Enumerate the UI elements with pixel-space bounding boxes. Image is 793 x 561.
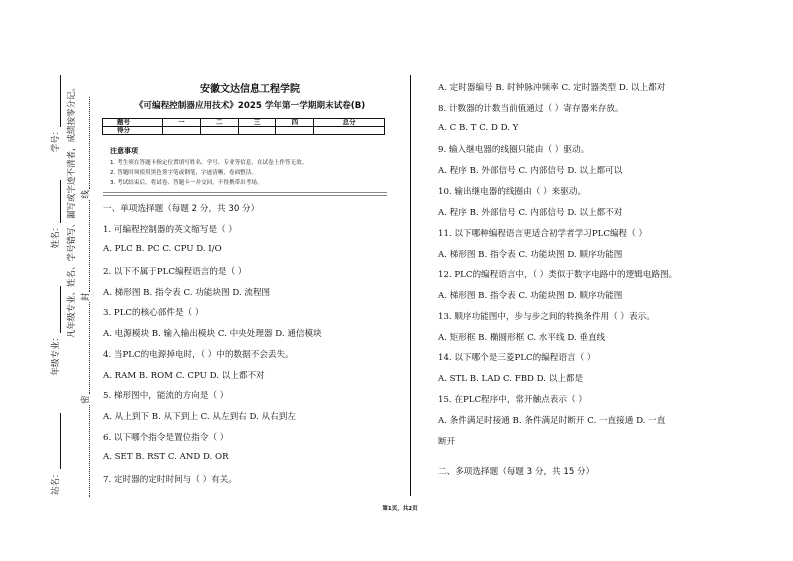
question-text: 13. 顺序功能图中，步与步之间的转换条件用（ ）表示。 [438,312,655,322]
question-options: A. 定时器编号 B. 时钟脉冲频率 C. 定时器类型 D. 以上都对 [438,83,666,93]
binding-warning: 凡年级专业、姓名、学号错写、漏写或字迹不清者，成绩按零分记。 [67,82,77,338]
question-options: A. C B. T C. D D. Y [438,123,519,133]
station-blank [51,413,61,469]
grade-major-blank [51,286,61,333]
question-options: A. 条件满足时接通 B. 条件满足时断开 C. 一直接通 D. 一直 [438,416,666,426]
notes-item: 2. 答题时须使用黑色签字笔或钢笔，字迹清晰，卷面整洁。 [110,170,257,176]
score-table-score-row [103,127,385,135]
score-cell-total [314,127,385,135]
student-info-fields [50,75,62,495]
question-text: 12. PLC的编程语言中，（ ）类似于数字电路中的逻辑电路图。 [438,270,678,280]
name-blank [51,180,61,222]
seal-char-feng: 封 [81,292,91,302]
question-options: A. RAM B. ROM C. CPU D. 以上都不对 [103,371,265,381]
score-table [102,118,385,135]
question-text: 8. 计数器的计数当前值通过（ ）寄存器来存放。 [438,104,624,114]
notes-title: 注意事项 [110,147,138,155]
student-id-blank [51,75,61,127]
header-part-3: 三 [238,119,276,127]
score-cell-3 [238,127,276,135]
header-question-no: 题号 [103,119,163,127]
notes-item: 1. 考生须在答题卡指定位置填写姓名、学号、专业等信息，在试卷上作答无效。 [110,160,308,166]
question-text: 6. 以下哪个指令是置位指令（ ） [103,433,229,443]
question-options: A. 电源模块 B. 输入输出模块 C. 中央处理器 D. 通信模块 [103,329,322,339]
question-text: 9. 输入继电器的线圈只能由（ ）驱动。 [438,145,590,155]
question-text: 2. 以下不属于PLC编程语言的是（ ） [103,267,247,277]
question-options-continued: 断开 [438,437,456,447]
seal-char-xian: 线 [81,190,91,199]
question-options: A. PLC B. PC C. CPU D. I/O [103,244,222,254]
column-divider [410,75,411,496]
seal-line [80,97,92,497]
header-part-4: 四 [276,119,314,127]
double-rule-divider [103,192,387,196]
question-options: A. 从上到下 B. 从下到上 C. 从左到右 D. 从右到左 [103,412,296,422]
page-number: 第1页，共2页 [382,506,418,512]
notes-item: 3. 考试结束后，将试卷、答题卡一并交回，不得携带出考场。 [110,180,263,186]
exam-title: 《可编程控制器应用技术》2025 学年第一学期期末试卷(B) [134,101,366,111]
section-heading-multiple-choice: 二、多项选择题（每题 3 分，共 15 分） [438,467,595,477]
question-options: A. 程序 B. 外部信号 C. 内部信号 D. 以上都不对 [438,208,623,218]
score-cell-4 [276,127,314,135]
exam-notes [110,146,400,188]
student-id-label: 学号： [51,126,61,153]
grade-major-label: 年级专业： [51,332,61,376]
question-options: A. 梯形图 B. 指令表 C. 功能块图 D. 顺序功能图 [438,250,623,260]
question-text: 14. 以下哪个是三菱PLC的编程语言（ ） [438,353,596,363]
question-text: 11. 以下哪种编程语言更适合初学者学习PLC编程（ ） [438,229,648,239]
header-part-2: 二 [200,119,238,127]
question-text: 3. PLC的核心部件是（ ） [103,308,204,318]
question-options: A. 程序 B. 外部信号 C. 内部信号 D. 以上都可以 [438,166,623,176]
question-options: A. 矩形框 B. 椭圆形框 C. 水平线 D. 垂直线 [438,333,606,343]
score-cell-1 [163,127,201,135]
question-options: A. 梯形图 B. 指令表 C. 功能块图 D. 顺序功能图 [438,291,623,301]
seal-char-mi: 密 [81,395,91,404]
header-total: 总分 [314,119,385,127]
question-options: A. STL B. LAD C. FBD D. 以上都是 [438,374,584,384]
score-cell-2 [200,127,238,135]
score-table-header-row [103,119,385,127]
question-text: 1. 可编程控制器的英文缩写是（ ） [103,225,237,235]
school-name: 安徽文达信息工程学院 [200,84,300,95]
question-text: 10. 输出继电器的线圈由（ ）来驱动。 [438,187,587,197]
score-row-label: 得分 [103,127,163,135]
question-text: 7. 定时器的定时时间与（ ）有关。 [103,475,237,485]
question-text: 4. 当PLC的电源掉电时，（ ）中的数据不会丢失。 [103,350,294,360]
question-text: 5. 梯形图中，能流的方向是（ ） [103,391,229,401]
question-options: A. 梯形图 B. 指令表 C. 功能块图 D. 流程图 [103,288,271,298]
station-label: 站名： [51,469,61,495]
header-part-1: 一 [163,119,201,127]
section-heading-single-choice: 一、单项选择题（每题 2 分，共 30 分） [103,204,260,214]
question-options: A. SET B. RST C. AND D. OR [103,452,229,462]
name-label: 姓名： [51,222,61,249]
question-text: 15. 在PLC程序中，常开触点表示（ ） [438,395,587,405]
